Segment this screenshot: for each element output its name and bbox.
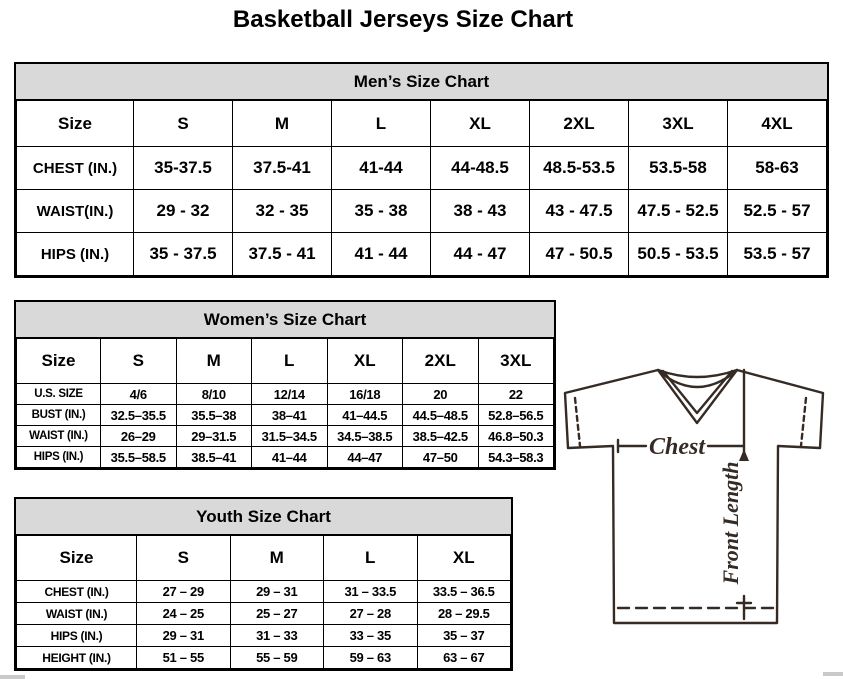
- row-label: HIPS (IN.): [17, 625, 137, 647]
- row-label: U.S. SIZE: [17, 384, 101, 405]
- size-value-cell: 26–29: [101, 426, 177, 447]
- table-row: [17, 147, 827, 190]
- size-value-cell: 47.5 - 52.5: [629, 190, 728, 233]
- mens-size-chart: [14, 62, 829, 278]
- size-value-cell: 31.5–34.5: [252, 426, 328, 447]
- column-header: L: [332, 101, 431, 147]
- size-value-cell: 29–31.5: [176, 426, 252, 447]
- size-value-cell: 47 - 50.5: [530, 233, 629, 276]
- size-value-cell: 34.5–38.5: [327, 426, 403, 447]
- size-value-cell: 8/10: [176, 384, 252, 405]
- column-header: L: [252, 339, 328, 384]
- horizontal-scrollbar-fragment-right[interactable]: [823, 672, 843, 676]
- column-header: Size: [17, 339, 101, 384]
- column-header: XL: [327, 339, 403, 384]
- size-value-cell: 52.5 - 57: [728, 190, 827, 233]
- womens-size-table: [16, 338, 554, 468]
- table-header-row: [17, 101, 827, 147]
- jersey-diagram-svg: [556, 356, 843, 656]
- size-value-cell: 27 – 29: [137, 581, 231, 603]
- size-value-cell: 32.5–35.5: [101, 405, 177, 426]
- row-label: CHEST (IN.): [17, 581, 137, 603]
- table-row: [17, 603, 511, 625]
- column-header: Size: [17, 101, 134, 147]
- size-value-cell: 53.5 - 57: [728, 233, 827, 276]
- size-value-cell: 37.5 - 41: [233, 233, 332, 276]
- row-label: CHEST (IN.): [17, 147, 134, 190]
- size-value-cell: 31 – 33: [230, 625, 324, 647]
- table-row: [17, 625, 511, 647]
- size-value-cell: 50.5 - 53.5: [629, 233, 728, 276]
- chest-label: Chest: [648, 434, 706, 460]
- size-value-cell: 38–41: [252, 405, 328, 426]
- size-value-cell: 37.5-41: [233, 147, 332, 190]
- front-length-label: Front Length: [718, 461, 743, 585]
- size-value-cell: 33.5 – 36.5: [417, 581, 511, 603]
- size-value-cell: 58-63: [728, 147, 827, 190]
- size-value-cell: 22: [478, 384, 554, 405]
- column-header: S: [134, 101, 233, 147]
- column-header: M: [233, 101, 332, 147]
- column-header: 4XL: [728, 101, 827, 147]
- size-value-cell: 38 - 43: [431, 190, 530, 233]
- column-header: 2XL: [530, 101, 629, 147]
- column-header: S: [101, 339, 177, 384]
- mens-size-chart-title: Men’s Size Chart: [16, 64, 827, 100]
- youth-size-chart-title: Youth Size Chart: [16, 499, 511, 535]
- size-value-cell: 32 - 35: [233, 190, 332, 233]
- size-value-cell: 52.8–56.5: [478, 405, 554, 426]
- size-value-cell: 54.3–58.3: [478, 447, 554, 468]
- row-label: HEIGHT (IN.): [17, 647, 137, 669]
- column-header: S: [137, 536, 231, 581]
- size-value-cell: 44.5–48.5: [403, 405, 479, 426]
- size-value-cell: 59 – 63: [324, 647, 418, 669]
- column-header: 3XL: [478, 339, 554, 384]
- size-value-cell: 63 – 67: [417, 647, 511, 669]
- size-value-cell: 24 – 25: [137, 603, 231, 625]
- table-row: [17, 190, 827, 233]
- size-value-cell: 51 – 55: [137, 647, 231, 669]
- size-value-cell: 35-37.5: [134, 147, 233, 190]
- table-row: [17, 647, 511, 669]
- page-title: Basketball Jerseys Size Chart: [232, 6, 574, 33]
- size-value-cell: 29 – 31: [230, 581, 324, 603]
- size-value-cell: 44-48.5: [431, 147, 530, 190]
- column-header: XL: [417, 536, 511, 581]
- size-value-cell: 38.5–41: [176, 447, 252, 468]
- size-value-cell: 31 – 33.5: [324, 581, 418, 603]
- size-value-cell: 16/18: [327, 384, 403, 405]
- size-value-cell: 41-44: [332, 147, 431, 190]
- size-value-cell: 35.5–58.5: [101, 447, 177, 468]
- youth-size-chart: [14, 497, 513, 671]
- size-value-cell: 46.8–50.3: [478, 426, 554, 447]
- size-value-cell: 20: [403, 384, 479, 405]
- column-header: 2XL: [403, 339, 479, 384]
- size-value-cell: 25 – 27: [230, 603, 324, 625]
- size-value-cell: 41 - 44: [332, 233, 431, 276]
- row-label: WAIST (IN.): [17, 603, 137, 625]
- row-label: WAIST(IN.): [17, 190, 134, 233]
- size-value-cell: 41–44: [252, 447, 328, 468]
- size-value-cell: 4/6: [101, 384, 177, 405]
- size-value-cell: 38.5–42.5: [403, 426, 479, 447]
- size-value-cell: 53.5-58: [629, 147, 728, 190]
- column-header: Size: [17, 536, 137, 581]
- size-value-cell: 44 - 47: [431, 233, 530, 276]
- size-value-cell: 29 - 32: [134, 190, 233, 233]
- size-value-cell: 35 - 38: [332, 190, 431, 233]
- size-value-cell: 28 – 29.5: [417, 603, 511, 625]
- size-value-cell: 33 – 35: [324, 625, 418, 647]
- table-header-row: [17, 339, 554, 384]
- row-label: HIPS (IN.): [17, 233, 134, 276]
- column-header: M: [176, 339, 252, 384]
- womens-size-chart-title: Women’s Size Chart: [16, 302, 554, 338]
- column-header: M: [230, 536, 324, 581]
- table-row: [17, 447, 554, 468]
- table-row: [17, 405, 554, 426]
- size-value-cell: 48.5-53.5: [530, 147, 629, 190]
- jersey-measurement-diagram: [556, 356, 843, 656]
- table-row: [17, 233, 827, 276]
- column-header: L: [324, 536, 418, 581]
- size-value-cell: 41–44.5: [327, 405, 403, 426]
- row-label: HIPS (IN.): [17, 447, 101, 468]
- table-row: [17, 581, 511, 603]
- size-value-cell: 47–50: [403, 447, 479, 468]
- table-row: [17, 384, 554, 405]
- size-value-cell: 43 - 47.5: [530, 190, 629, 233]
- table-header-row: [17, 536, 511, 581]
- mens-size-table: [16, 100, 827, 276]
- size-value-cell: 44–47: [327, 447, 403, 468]
- column-header: 3XL: [629, 101, 728, 147]
- size-value-cell: 12/14: [252, 384, 328, 405]
- size-value-cell: 29 – 31: [137, 625, 231, 647]
- size-value-cell: 35 - 37.5: [134, 233, 233, 276]
- column-header: XL: [431, 101, 530, 147]
- size-value-cell: 55 – 59: [230, 647, 324, 669]
- size-value-cell: 35 – 37: [417, 625, 511, 647]
- horizontal-scrollbar-fragment-left[interactable]: [0, 675, 25, 679]
- row-label: BUST (IN.): [17, 405, 101, 426]
- size-value-cell: 27 – 28: [324, 603, 418, 625]
- womens-size-chart: [14, 300, 556, 470]
- size-value-cell: 35.5–38: [176, 405, 252, 426]
- row-label: WAIST (IN.): [17, 426, 101, 447]
- youth-size-table: [16, 535, 511, 669]
- table-row: [17, 426, 554, 447]
